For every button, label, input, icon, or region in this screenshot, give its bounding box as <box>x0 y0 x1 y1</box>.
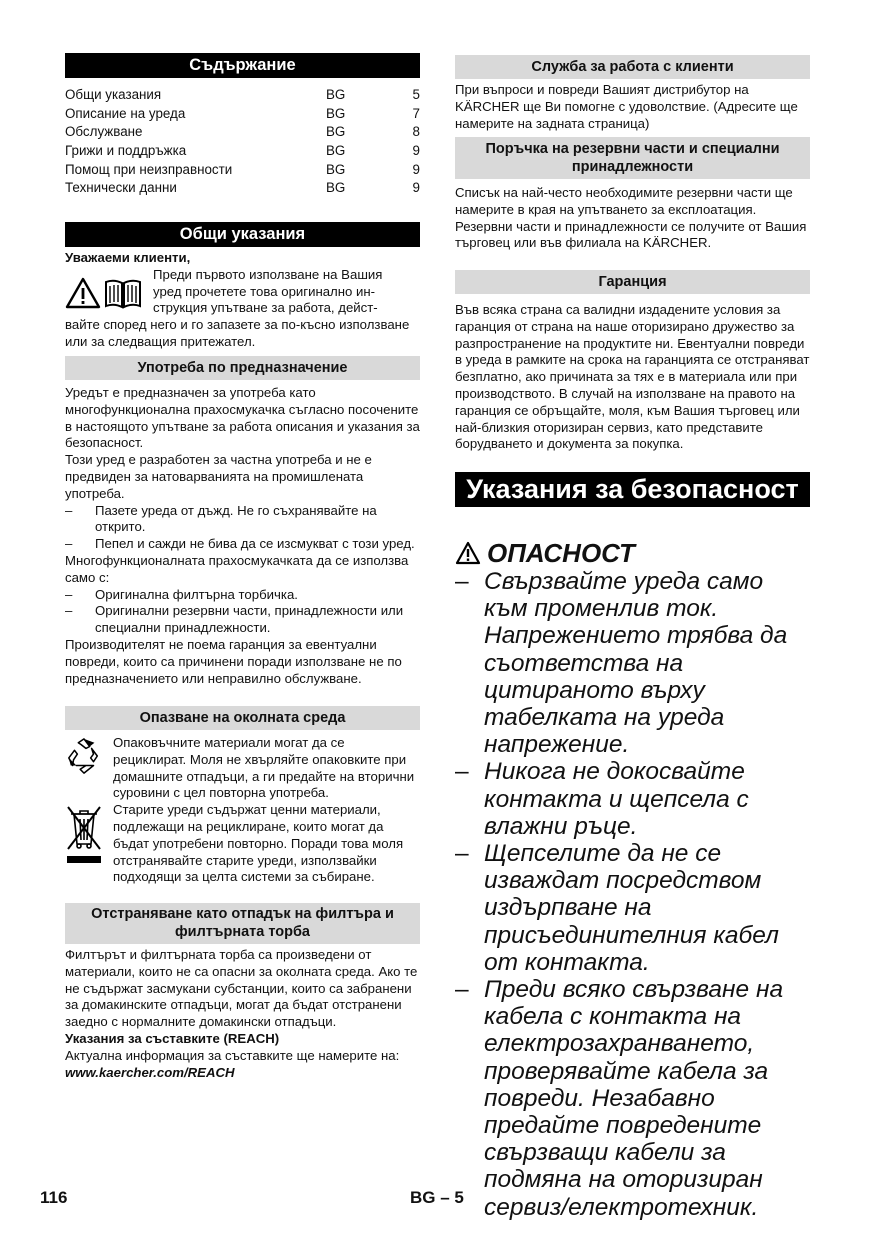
service-title: Служба за работа с клиенти <box>455 55 810 79</box>
danger-item: – Никога не докосвайте контакта и щепсела с влажни ръце. <box>455 758 749 840</box>
toc-label: Описание на уреда <box>65 105 186 121</box>
toc-lang: BG <box>326 143 346 158</box>
usage-item: – Оригинални резервни части, принадлежности или специални принадлежности. <box>65 603 404 636</box>
toc-page: 5 <box>412 86 420 102</box>
toc-row[interactable] <box>65 179 420 198</box>
intro-line: Преди първото използване на Вашия <box>153 266 383 282</box>
toc-page: 9 <box>412 161 420 177</box>
toc-row[interactable] <box>65 86 420 105</box>
parts-title: Поръчка на резервни части и специални принадлежности <box>455 137 810 179</box>
usage-p3: Многофункционалната прахосмукачката да се използва само с: <box>65 552 409 585</box>
toc-page: 7 <box>412 105 420 121</box>
usage-p4: Производителят не поема гаранция за евентуални повреди, които са причинени поради използване не по предназначението или неправилно обслужване. <box>65 636 402 686</box>
intro-line: уред прочетете това оригинално ин- <box>153 283 376 299</box>
general-body <box>65 250 420 351</box>
page-number: 116 <box>40 1188 68 1207</box>
warranty-body <box>455 302 810 453</box>
disposal-body <box>65 947 420 1081</box>
toc-lang: BG <box>326 161 346 177</box>
environment-title: Опазване на околната среда <box>65 706 420 730</box>
disposal-title: Отстраняване като отпадък на филтъра и филтърната торба <box>65 903 420 944</box>
usage-body <box>65 385 420 687</box>
danger-item: – Преди всяко свързване на кабела с контакта на електрозахранването, проверявайте кабела за повреди. Незабавно предайте повредените свързващи кабели за подмяна на оторизиран сервиз/електротехник. <box>455 976 784 1221</box>
parts-text: Списък на най-често необходимите резервни части ще намерите в края на упътването за експлоатация. Резервни части и принадлежности се получите от Вашия търговец или във филиала на KÄRCHER. <box>455 185 807 251</box>
general-title: Общи указания <box>65 222 420 247</box>
toc-row[interactable] <box>65 161 420 180</box>
reach-link[interactable]: www.kaercher.com/REACH <box>65 1064 235 1080</box>
toc-lang: BG <box>326 105 346 121</box>
usage-p1: Уредът е предназначен за употреба като многофункционална прахосмукачка съгласно посочените в настоящото упътване за работа описания и указания за безопасност. <box>65 385 420 451</box>
usage-item: – Оригинална филтърна торбичка. <box>65 586 298 602</box>
section-marker: BG – 5 <box>410 1188 464 1207</box>
warranty-title: Гаранция <box>455 270 810 294</box>
toc-label: Технически данни <box>65 180 177 196</box>
recycle-icon <box>65 737 103 775</box>
toc-page: 8 <box>412 124 420 140</box>
service-body <box>455 82 810 132</box>
toc-lang: BG <box>326 124 346 140</box>
toc-row[interactable] <box>65 123 420 142</box>
environment-p2: Старите уреди съдържат ценни материали, подлежащи на рециклиране, които могат да бъдат употребени повторно. Поради това моля отстранявайте старите уреди, използвайки подходящи за целта системи за събиране. <box>113 802 404 885</box>
usage-p2: Този уред е разработен за частна употреба и не е предвиден за натоварванията на промишлената употреба. <box>65 452 372 501</box>
warning-icon <box>65 277 101 309</box>
reach-title: Указания за съставките (REACH) <box>65 1030 280 1046</box>
usage-item: – Пазете уреда от дъжд. Не го съхранявайте на открито. <box>65 502 377 535</box>
environment-body <box>65 735 420 886</box>
toc-row[interactable] <box>65 142 420 161</box>
toc-title: Съдържание <box>65 53 420 78</box>
intro-line: струкция упътване за работа, дейст- <box>153 300 378 316</box>
danger-heading <box>455 539 635 567</box>
toc-label: Общи указания <box>65 86 162 102</box>
toc-lang: BG <box>326 180 346 196</box>
toc-row[interactable] <box>65 105 420 124</box>
toc-page: 9 <box>412 180 420 196</box>
danger-item: – Щепселите да не се изваждат посредством издърпване на присъединителния кабел от контакта. <box>455 840 779 976</box>
reach-text: Актуална информация за съставките ще намерите на: <box>65 1047 400 1063</box>
danger-item: – Свързвайте уреда само към променлив ток. Напрежението трябва да съответства на цитираното върху табелката на уреда напрежение. <box>455 568 788 759</box>
parts-body <box>455 185 810 252</box>
safety-title: Указания за безопасност <box>455 472 810 507</box>
danger-list <box>455 568 813 1221</box>
usage-item: – Пепел и сажди не бива да се изсмукват с този уред. <box>65 536 415 552</box>
greeting: Уважаеми клиенти, <box>65 250 191 265</box>
intro-rest: вайте според него и го запазете за по-късно използване или за следващия притежател. <box>65 317 410 349</box>
crossed-bin-icon <box>65 804 103 864</box>
toc-list <box>65 86 420 198</box>
usage-title: Употреба по предназначение <box>65 356 420 380</box>
warranty-text: Във всяка страна са валидни издадените условия за гаранция от страна на наше оторизирано дружество за разпространение на продуктите ни. Евентуални повреди в уреда в рамките на срока на гаранцията се отстраняват безплатно, ако причината за тях е в материала или при производството. В случай на използване на правото на гаранция се обръщайте, моля, към Вашия търговец или най-близкия оторизиран сервиз, като представите борудването и документа за покупка. <box>455 302 810 452</box>
toc-label: Обслужване <box>65 124 143 140</box>
toc-label: Помощ при неизправности <box>65 161 233 177</box>
intro-icons <box>65 267 153 317</box>
toc-label: Грижи и поддръжка <box>65 143 187 158</box>
disposal-p1: Филтърът и филтърната торба са произведени от материали, които не са опасни за околната среда. Ако те не съдържат засмукани субстанции, които са забранени за домакинските отпадъци, могат да бъдат отстранени заедно с нормалните домакински отпадъци. <box>65 947 418 1030</box>
toc-page: 9 <box>412 143 420 158</box>
toc-lang: BG <box>326 86 346 102</box>
warning-icon <box>455 541 481 565</box>
danger-label: ОПАСНОСТ <box>487 538 635 568</box>
environment-p1: Опаковъчните материали могат да се рециклират. Моля не хвърляйте опаковките при домашните отпадъци, а ги предайте на вторични суровини с цел повторна употреба. <box>113 735 415 801</box>
manual-book-icon <box>103 277 143 309</box>
service-text: При въпроси и повреди Вашият дистрибутор на KÄRCHER ще Ви помогне с удоволствие. (Адресите ще намерите на задната страница) <box>455 82 798 131</box>
